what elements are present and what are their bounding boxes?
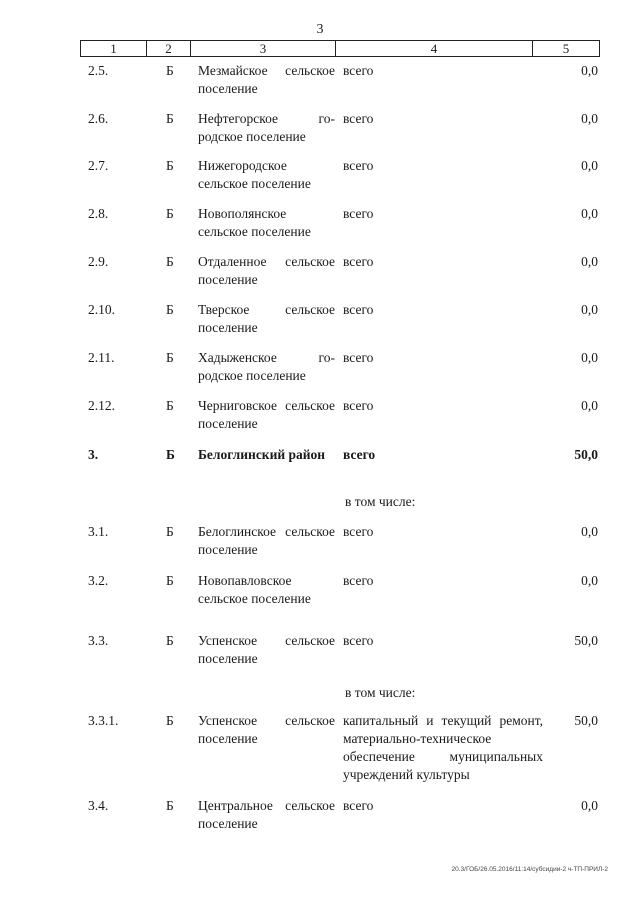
row-value: 0,0 <box>581 524 598 539</box>
row-number: 3.1. <box>88 524 109 539</box>
row-name: Нефтегорское городское поселение <box>198 111 335 144</box>
row-number: 2.11. <box>88 350 115 365</box>
row-name: Белоглинское сельское поселение <box>198 524 335 557</box>
row-name: Успенское сельское поселение <box>198 633 335 666</box>
row-name: Центральное сельское поселение <box>198 798 335 831</box>
row-value: 0,0 <box>581 798 598 813</box>
row-description: всего <box>343 573 374 588</box>
row-description: капитальный и текущий ремонт, материально-техническое обеспечение муниципальных учреждений культуры <box>343 713 543 782</box>
header-col-3: 3 <box>191 41 336 56</box>
row-number: 2.9. <box>88 254 109 269</box>
row-description: всего <box>343 254 374 269</box>
row-number: 3.3. <box>88 633 109 648</box>
page-number: 3 <box>316 22 324 37</box>
row-category: Б <box>166 633 174 648</box>
row-name: Хадыженское городское поселение <box>198 350 335 383</box>
row-description: всего <box>343 447 376 462</box>
row-description: всего <box>343 798 374 813</box>
header-col-1: 1 <box>81 41 147 56</box>
row-value: 0,0 <box>581 158 598 173</box>
row-number: 3. <box>88 447 99 462</box>
footer-code: 20.3/ГОБ/26.05.2016/11:14/субсидии-2 ч-ТП-ПРИЛ-2 <box>451 866 608 873</box>
row-number: 2.12. <box>88 398 115 413</box>
row-value: 0,0 <box>581 350 598 365</box>
row-number: 3.4. <box>88 798 109 813</box>
row-category: Б <box>166 63 174 78</box>
row-name: Новопавловское сельское поселение <box>198 573 311 606</box>
row-category: Б <box>166 254 174 269</box>
row-value: 0,0 <box>581 302 598 317</box>
row-name: Белоглинский район <box>198 447 326 462</box>
row-value: 50,0 <box>574 713 598 728</box>
row-value: 0,0 <box>581 206 598 221</box>
row-value: 0,0 <box>581 111 598 126</box>
row-name: Отдаленное сельское поселение <box>198 254 335 287</box>
row-name: Нижегородское сельское поселение <box>198 158 311 191</box>
row-number: 2.7. <box>88 158 109 173</box>
header-col-2: 2 <box>147 41 191 56</box>
row-name: Тверское сельское поселение <box>198 302 335 335</box>
row-description: всего <box>343 350 374 365</box>
row-name: Новополянское сельское поселение <box>198 206 311 239</box>
subheading: в том числе: <box>345 685 416 700</box>
row-number: 2.10. <box>88 302 115 317</box>
table-header <box>80 40 600 57</box>
row-value: 0,0 <box>581 254 598 269</box>
row-number: 2.6. <box>88 111 109 126</box>
row-value: 0,0 <box>581 573 598 588</box>
row-number: 3.3.1. <box>88 713 119 728</box>
row-description: всего <box>343 398 374 413</box>
row-number: 2.8. <box>88 206 109 221</box>
row-number: 2.5. <box>88 63 109 78</box>
row-category: Б <box>166 206 174 221</box>
row-category: Б <box>166 350 174 365</box>
row-number: 3.2. <box>88 573 109 588</box>
row-description: всего <box>343 158 374 173</box>
row-description: всего <box>343 63 374 78</box>
row-category: Б <box>166 447 175 462</box>
row-category: Б <box>166 302 174 317</box>
row-description: всего <box>343 524 374 539</box>
row-name: Успенское сельское поселение <box>198 713 335 746</box>
row-description: всего <box>343 206 374 221</box>
row-category: Б <box>166 158 174 173</box>
row-category: Б <box>166 573 174 588</box>
row-category: Б <box>166 524 174 539</box>
row-description: всего <box>343 633 374 648</box>
row-name: Мезмайское сельское поселение <box>198 63 335 96</box>
header-col-5: 5 <box>562 41 570 56</box>
header-col-4: 4 <box>336 41 533 56</box>
row-category: Б <box>166 713 174 728</box>
row-description: всего <box>343 302 374 317</box>
row-value: 50,0 <box>574 447 598 462</box>
row-value: 50,0 <box>574 633 598 648</box>
row-value: 0,0 <box>581 63 598 78</box>
row-description: всего <box>343 111 374 126</box>
row-value: 0,0 <box>581 398 598 413</box>
row-name: Черниговское сельское поселение <box>198 398 335 431</box>
row-category: Б <box>166 798 174 813</box>
subheading: в том числе: <box>345 494 416 509</box>
row-category: Б <box>166 398 174 413</box>
row-category: Б <box>166 111 174 126</box>
